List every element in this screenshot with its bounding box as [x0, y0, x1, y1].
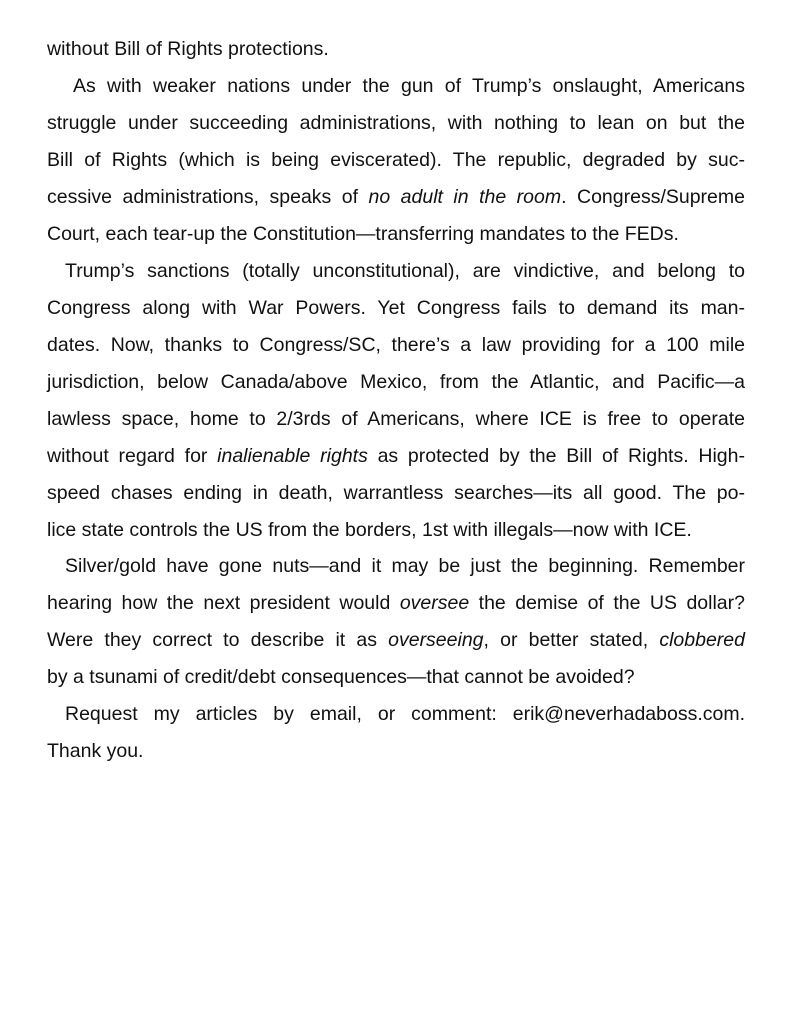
text-run: Silver/gold have gone nuts—and it may be just the beginning. Remember — [65, 555, 745, 577]
text-run: the demise of the US dollar? — [469, 592, 745, 614]
closing-line — [47, 733, 745, 770]
text-line — [47, 364, 745, 401]
text-run: Congress along with War Powers. Yet Congress fails to demand its man- — [47, 297, 745, 319]
italic-phrase: oversee — [399, 592, 470, 614]
text-line — [47, 253, 745, 290]
text-line — [47, 622, 745, 659]
text-run: lice state controls the US from the borders, 1st with illegals—now with ICE. — [47, 519, 692, 541]
text-run: struggle under succeeding administrations, with nothing to lean on but the — [47, 112, 745, 134]
text-run: jurisdiction, below Canada/above Mexico, from the Atlantic, and Pacific—a — [47, 371, 745, 393]
text-run: As with weaker nations under the gun of Trump’s onslaught, Americans — [73, 75, 745, 97]
text-line — [47, 327, 745, 364]
italic-phrase: inalienable rights — [217, 445, 368, 467]
text-line — [47, 31, 745, 68]
text-line — [47, 290, 745, 327]
text-line — [47, 585, 745, 622]
text-run: without Bill of Rights protections. — [47, 38, 329, 60]
text-line — [47, 179, 745, 216]
text-line — [47, 216, 745, 253]
text-line — [47, 142, 745, 179]
text-run: . Congress/Supreme — [561, 186, 745, 208]
text-run: Thank you. — [47, 740, 144, 762]
text-run: Court, each tear-up the Constitution—transferring mandates to the FEDs. — [47, 223, 679, 245]
text-run: lawless space, home to 2/3rds of Americans, where ICE is free to operate — [47, 408, 745, 430]
text-run: Were they correct to describe it as — [47, 629, 389, 651]
text-line — [47, 105, 745, 142]
text-line — [47, 548, 745, 585]
text-run: hearing how the next president would — [47, 592, 400, 614]
italic-phrase: overseeing — [388, 629, 484, 651]
italic-phrase: no adult in the room — [368, 186, 562, 208]
text-run: , or better stated, — [483, 629, 660, 651]
text-line — [47, 68, 745, 105]
text-run: without regard for — [47, 445, 218, 467]
text-line — [47, 475, 745, 512]
text-run: dates. Now, thanks to Congress/SC, there’s a law providing for a 100 mile — [47, 334, 745, 356]
text-run: speed chases ending in death, warrantless searches—its all good. The po- — [47, 482, 745, 504]
text-run: cessive administrations, speaks of — [47, 186, 369, 208]
text-run: by a tsunami of credit/debt consequences—that cannot be avoided? — [47, 666, 635, 688]
text-run: Request my articles by email, or comment: erik@neverhadaboss.com. — [65, 703, 745, 725]
text-line — [47, 438, 745, 475]
text-run: Bill of Rights (which is being eviscerated). The republic, degraded by suc- — [47, 149, 745, 171]
contact-line — [47, 696, 745, 733]
text-line — [47, 401, 745, 438]
text-run: Trump’s sanctions (totally unconstitutional), are vindictive, and belong to — [65, 260, 745, 282]
text-line — [47, 659, 745, 696]
italic-phrase: clobbered — [659, 629, 745, 651]
text-run: as protected by the Bill of Rights. High- — [367, 445, 745, 467]
text-line — [47, 512, 745, 549]
